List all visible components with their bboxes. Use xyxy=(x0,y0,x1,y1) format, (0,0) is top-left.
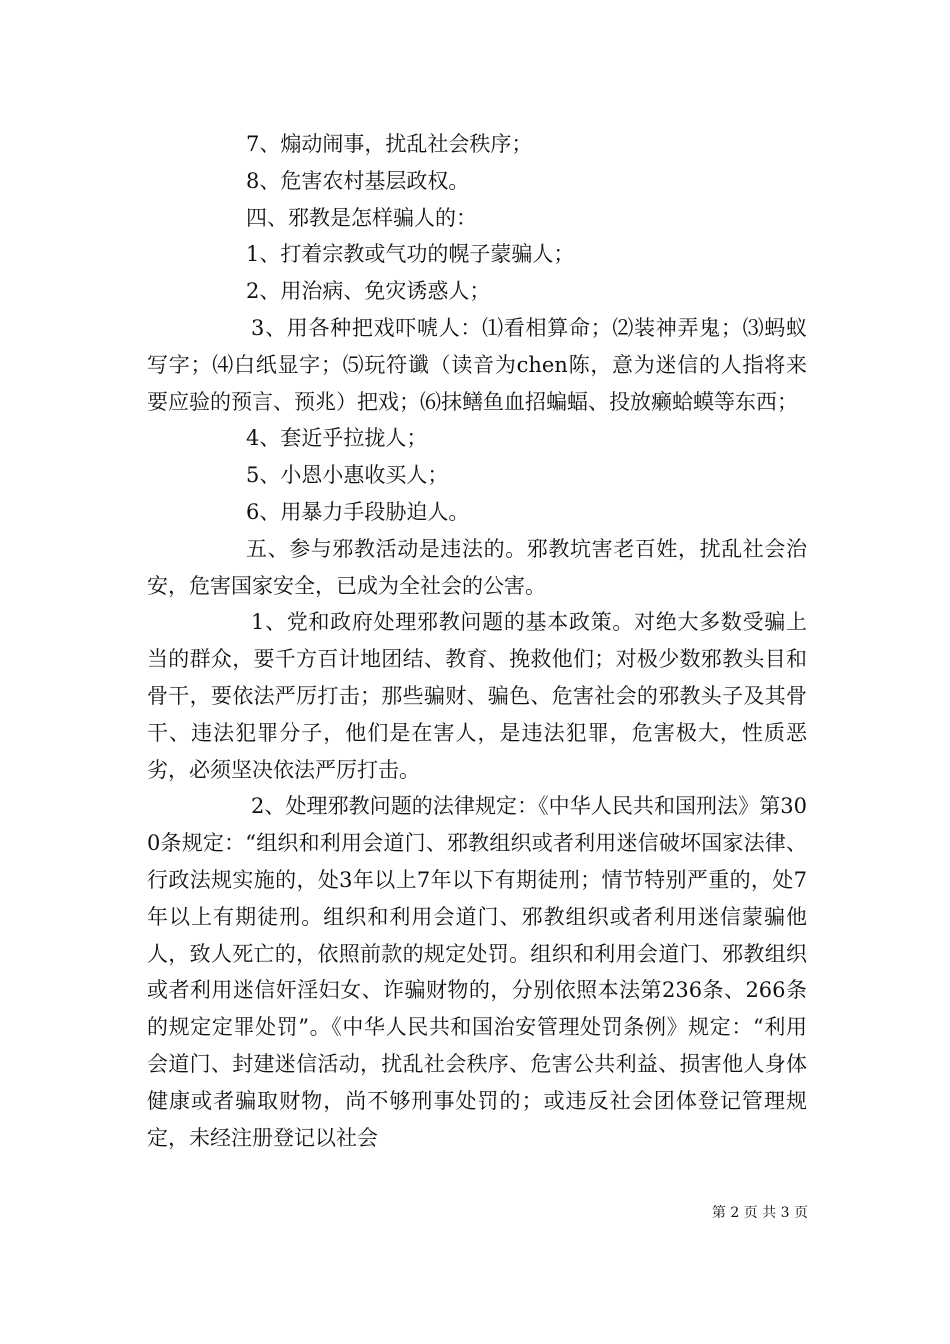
paragraph-method-3: 3、用各种把戏吓唬人：⑴看相算命；⑵装神弄鬼；⑶蚂蚁写字；⑷白纸显字；⑸玩符谶（读音为chen陈，意为迷信的人指将来要应验的预言、预兆）把戏；⑹抹鳝鱼血招蝙蝠、投放癞蛤蟆等东西； xyxy=(147,315,807,414)
section-heading-5: 五、参与邪教活动是违法的。邪教坑害老百姓，扰乱社会治安，危害国家安全，已成为全社会的公害。 xyxy=(147,536,807,598)
page-number-footer: 第 2 页 共 3 页 xyxy=(711,1205,808,1221)
paragraph-method-4: 4、套近乎拉拢人； xyxy=(246,426,428,451)
paragraph-item-8: 8、危害农村基层政权。 xyxy=(246,168,470,193)
paragraph-legal-provisions: 2、处理邪教问题的法律规定：《中华人民共和国刑法》第300条规定：“组织和利用会道门、邪教组织或者利用迷信破坏国家法律、行政法规实施的，处3年以上7年以下有期徒刑；情节特别严重的，处7年以上有期徒刑。组织和利用会道门、邪教组织或者利用迷信蒙骗他人，致人死亡的，依照前款的规定处罚。组织和利用会道门、邪教组织或者利用迷信奸淫妇女、诈骗财物的，分别依照本法第236条、266条的规定定罪处罚”。《中华人民共和国治安管理处罚条例》规定：“利用会道门、封建迷信活动，扰乱社会秩序、危害公共利益、损害他人身体健康或者骗取财物，尚不够刑事处罚的；或违反社会团体登记管理规定，未经注册登记以社会 xyxy=(147,794,807,1150)
paragraph-method-2: 2、用治病、免灾诱惑人； xyxy=(246,279,491,304)
document-body xyxy=(147,126,807,1156)
paragraph-method-5: 5、小恩小惠收买人； xyxy=(246,463,449,488)
paragraph-policy: 1、党和政府处理邪教问题的基本政策。对绝大多数受骗上当的群众，要千方百计地团结、教育、挽救他们；对极少数邪教头目和骨干，要依法严厉打击；那些骗财、骗色、危害社会的邪教头子及其骨干、违法犯罪分子，他们是在害人，是违法犯罪，危害极大，性质恶劣，必须坚决依法严厉打击。 xyxy=(147,610,807,782)
section-heading-4: 四、邪教是怎样骗人的： xyxy=(246,205,477,230)
paragraph-method-1: 1、打着宗教或气功的幌子蒙骗人； xyxy=(246,242,575,267)
paragraph-item-7: 7、煽动闹事，扰乱社会秩序； xyxy=(246,132,533,156)
paragraph-method-6: 6、用暴力手段胁迫人。 xyxy=(246,499,470,524)
